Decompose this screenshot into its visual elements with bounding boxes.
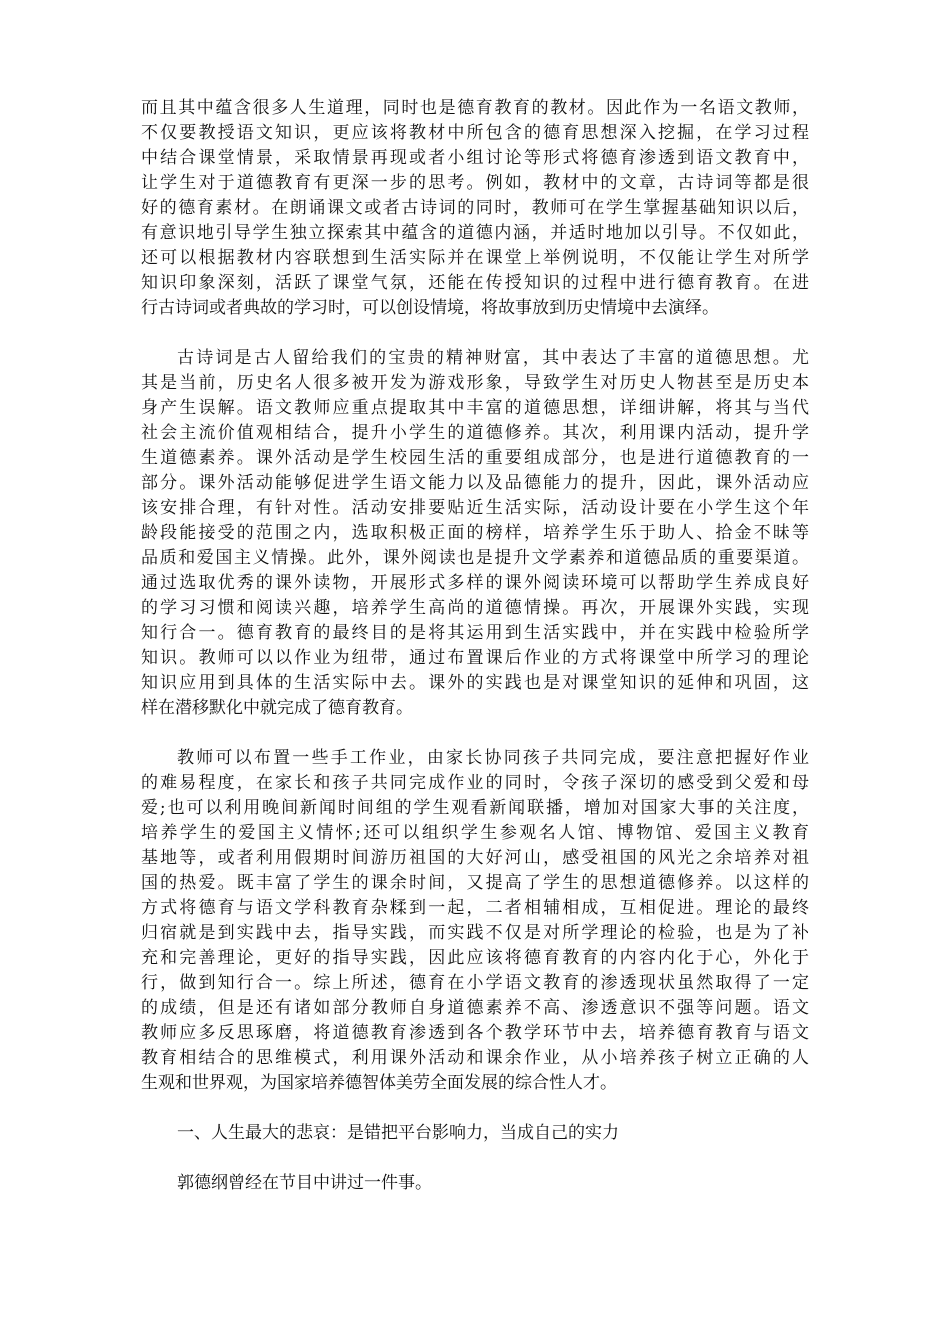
- text-line: 样在潜移默化中就完成了德育教育。: [141, 698, 413, 718]
- text-line: 而且其中蕴含很多人生道理，同时也是德育教育的教材。因此作为一名语文教师，: [141, 98, 809, 118]
- text-line: 知识印象深刻，活跃了课堂气氛，还能在传授知识的过程中进行德育教育。在进: [141, 273, 809, 293]
- text-line: 教师可以布置一些手工作业，由家长协同孩子共同完成，要注意把握好作业: [177, 748, 809, 768]
- text-line: 部分。课外活动能够促进学生语文能力以及品德能力的提升，因此，课外活动应: [141, 473, 809, 493]
- text-line: 教师应多反思琢磨，将道德教育渗透到各个教学环节中去，培养德育教育与语文: [141, 1023, 809, 1043]
- text-line: 行古诗词或者典故的学习时，可以创设情境，将故事放到历史情境中去演绎。: [141, 298, 719, 318]
- text-line: 知识应用到具体的生活实际中去。课外的实践也是对课堂知识的延伸和巩固，这: [141, 673, 809, 693]
- text-line: 充和完善理论，更好的指导实践，因此应该将德育教育的内容内化于心，外化于: [141, 948, 809, 968]
- text-line: 不仅要教授语文知识，更应该将教材中所包含的德育思想深入挖掘，在学习过程: [141, 123, 809, 143]
- text-line: 的成绩，但是还有诸如部分教师自身道德素养不高、渗透意识不强等问题。语文: [141, 998, 809, 1018]
- paragraph-spacer: [141, 321, 809, 346]
- document-body: [141, 96, 809, 1196]
- text-line: 其是当前，历史名人很多被开发为游戏形象，导致学生对历史人物甚至是历史本: [141, 373, 809, 393]
- text-line: 的学习习惯和阅读兴趣，培养学生高尚的道德情操。再次，开展课外实践，实现: [141, 598, 809, 618]
- paragraph: [141, 1171, 809, 1196]
- text-line: 教育相结合的思维模式，利用课外活动和课余作业，从小培养孩子树立正确的人: [141, 1048, 809, 1068]
- text-line: 该安排合理，有针对性。活动安排要贴近生活实际，活动设计要在小学生这个年: [141, 498, 809, 518]
- paragraph: [141, 746, 809, 1096]
- text-line: 培养学生的爱国主义情怀;还可以组织学生参观名人馆、博物馆、爱国主义教育: [141, 823, 809, 843]
- text-line: 知识。教师可以以作业为纽带，通过布置课后作业的方式将课堂中所学习的理论: [141, 648, 809, 668]
- text-line: 通过选取优秀的课外读物，开展形式多样的课外阅读环境可以帮助学生养成良好: [141, 573, 809, 593]
- text-line: 生道德素养。课外活动是学生校园生活的重要组成部分，也是进行道德教育的一: [141, 448, 809, 468]
- text-line: 基地等，或者利用假期时间游历祖国的大好河山，感受祖国的风光之余培养对祖: [141, 848, 809, 868]
- text-line: 方式将德育与语文学科教育杂糅到一起，二者相辅相成，互相促进。理论的最终: [141, 898, 809, 918]
- text-line: 好的德育素材。在朗诵课文或者古诗词的同时，教师可在学生掌握基础知识以后，: [141, 198, 809, 218]
- text-line: 归宿就是到实践中去，指导实践，而实践不仅是对所学理论的检验，也是为了补: [141, 923, 809, 943]
- text-line: 社会主流价值观相结合，提升小学生的道德修养。其次，利用课内活动，提升学: [141, 423, 809, 443]
- heading-text: 一、人生最大的悲哀：是错把平台影响力，当成自己的实力: [177, 1123, 619, 1143]
- paragraph: [141, 96, 809, 321]
- text-line: 身产生误解。语文教师应重点提取其中丰富的道德思想，详细讲解，将其与当代: [141, 398, 809, 418]
- text-line: 龄段能接受的范围之内，选取积极正面的榜样，培养学生乐于助人、拾金不昧等: [141, 523, 809, 543]
- text-line: 古诗词是古人留给我们的宝贵的精神财富，其中表达了丰富的道德思想。尤: [177, 348, 809, 368]
- text-line: 让学生对于道德教育有更深一步的思考。例如，教材中的文章，古诗词等都是很: [141, 173, 809, 193]
- text-line: 知行合一。德育教育的最终目的是将其运用到生活实践中，并在实践中检验所学: [141, 623, 809, 643]
- paragraph-spacer: [141, 1096, 809, 1121]
- text-line: 的难易程度，在家长和孩子共同完成作业的同时，令孩子深切的感受到父爱和母: [141, 773, 809, 793]
- text-line: 有意识地引导学生独立探索其中蕴含的道德内涵，并适时地加以引导。不仅如此，: [141, 223, 809, 243]
- paragraph: [141, 346, 809, 721]
- text-line: 行，做到知行合一。综上所述，德育在小学语文教育的渗透现状虽然取得了一定: [141, 973, 809, 993]
- text-line: 品质和爱国主义情操。此外，课外阅读也是提升文学素养和道德品质的重要渠道。: [141, 548, 809, 568]
- text-line: 爱;也可以利用晚间新闻时间组的学生观看新闻联播，增加对国家大事的关注度，: [141, 798, 809, 818]
- text-line: 还可以根据教材内容联想到生活实际并在课堂上举例说明，不仅能让学生对所学: [141, 248, 809, 268]
- paragraph-spacer: [141, 1146, 809, 1171]
- text-line: 中结合课堂情景，采取情景再现或者小组讨论等形式将德育渗透到语文教育中，: [141, 148, 809, 168]
- text-line: 国的热爱。既丰富了学生的课余时间，又提高了学生的思想道德修养。以这样的: [141, 873, 809, 893]
- text-line: 郭德纲曾经在节目中讲过一件事。: [177, 1173, 432, 1193]
- section-heading: [141, 1121, 809, 1146]
- text-line: 生观和世界观，为国家培养德智体美劳全面发展的综合性人才。: [141, 1073, 617, 1093]
- paragraph-spacer: [141, 721, 809, 746]
